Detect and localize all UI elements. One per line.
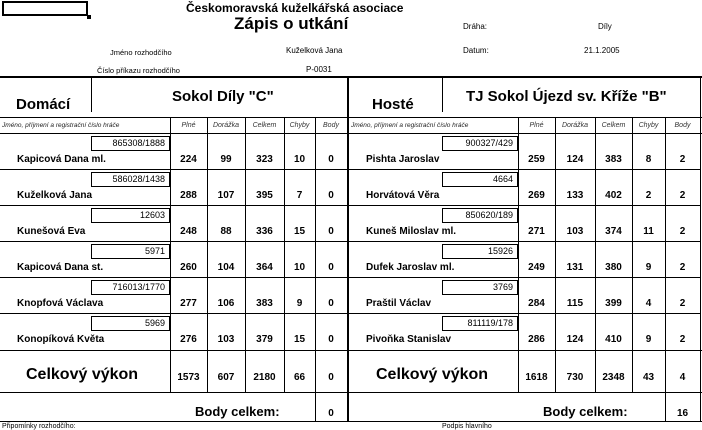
draha-label: Dráha: — [463, 22, 488, 31]
player-name: Kunešová Eva — [17, 226, 86, 237]
prikaz-value: P-0031 — [306, 65, 332, 74]
row-divider — [348, 277, 700, 278]
table-top-border — [0, 76, 702, 78]
row-divider — [0, 277, 347, 278]
player-reg-number: 811119/178 — [442, 316, 518, 331]
player-name: Dufek Jaroslav ml. — [366, 262, 455, 273]
row-divider — [348, 241, 700, 242]
selected-cell[interactable] — [2, 1, 88, 16]
guest-team-name: TJ Sokol Újezd sv. Kříže "B" — [466, 88, 667, 105]
player-plne: 269 — [528, 190, 545, 201]
player-celkem: 323 — [256, 154, 273, 165]
player-name: Knopfová Václava — [17, 298, 104, 309]
player-chyby: 15 — [293, 334, 306, 345]
player-reg-number: 716013/1770 — [91, 280, 170, 295]
prikaz-label: Číslo příkazu rozhodčího — [97, 66, 180, 75]
datum-value: 21.1.2005 — [584, 46, 620, 55]
player-chyby: 10 — [293, 154, 306, 165]
page-title: Zápis o utkání — [234, 14, 349, 33]
guest-col-celkem: Celkem — [601, 122, 626, 129]
player-dorazka: 99 — [220, 154, 232, 165]
row-divider — [0, 205, 347, 206]
player-body: 0 — [328, 334, 334, 345]
player-dorazka: 115 — [566, 298, 584, 309]
player-reg-number: 900327/429 — [442, 136, 518, 151]
center-divider — [347, 76, 349, 422]
rozhodci-label: Jméno rozhodčího — [110, 48, 172, 57]
player-celkem: 336 — [256, 226, 273, 237]
player-body: 0 — [328, 190, 334, 201]
player-name: Kapicová Dana st. — [17, 262, 104, 273]
guest-total-body: 4 — [679, 372, 686, 383]
player-plne: 276 — [180, 334, 197, 345]
player-celkem: 395 — [256, 190, 273, 201]
player-dorazka: 106 — [217, 298, 235, 309]
player-chyby: 8 — [645, 154, 652, 165]
home-total-chyby: 66 — [293, 372, 306, 383]
guest-col-plne: Plné — [529, 122, 544, 129]
guest-col-player: Jméno, příjmení a registrační číslo hráče — [351, 122, 469, 129]
player-plne: 271 — [528, 226, 545, 237]
player-chyby: 15 — [293, 226, 306, 237]
player-body: 2 — [679, 262, 686, 273]
player-dorazka: 103 — [217, 334, 235, 345]
home-team-name: Sokol Díly "C" — [172, 88, 274, 105]
player-plne: 224 — [180, 154, 197, 165]
guest-col-body: Body — [674, 122, 691, 129]
player-plne: 288 — [180, 190, 197, 201]
player-plne: 259 — [528, 154, 545, 165]
player-plne: 286 — [528, 334, 545, 345]
home-col-plne: Plné — [181, 122, 196, 129]
player-reg-number: 4664 — [442, 172, 518, 187]
player-chyby: 9 — [645, 262, 652, 273]
datum-label: Datum: — [463, 46, 489, 55]
player-plne: 277 — [180, 298, 197, 309]
player-body: 2 — [679, 298, 686, 309]
home-total-dorazka: 607 — [217, 372, 235, 383]
guest-body-celkem-label: Body celkem: — [543, 404, 628, 419]
player-plne: 260 — [180, 262, 197, 273]
player-dorazka: 104 — [217, 262, 235, 273]
player-celkem: 383 — [256, 298, 273, 309]
player-reg-number: 865308/1888 — [91, 136, 170, 151]
player-chyby: 4 — [645, 298, 652, 309]
player-dorazka: 131 — [566, 262, 584, 273]
home-col-player: Jméno, příjmení a registrační číslo hráče — [2, 122, 120, 129]
home-col-dorazka: Dorážka — [212, 122, 240, 129]
player-plne: 249 — [528, 262, 545, 273]
player-dorazka: 107 — [217, 190, 235, 201]
player-body: 2 — [679, 154, 686, 165]
player-reg-number: 12603 — [91, 208, 170, 223]
guest-total-dorazka: 730 — [566, 372, 584, 383]
player-plne: 284 — [528, 298, 545, 309]
guest-total-label: Celkový výkon — [376, 366, 489, 383]
player-dorazka: 133 — [566, 190, 584, 201]
player-body: 2 — [679, 226, 686, 237]
player-celkem: 402 — [605, 190, 622, 201]
home-label-divider — [91, 76, 92, 112]
guest-label-divider — [442, 76, 443, 112]
player-reg-number: 5969 — [91, 316, 170, 331]
player-name: Kapicová Dana ml. — [17, 154, 106, 165]
player-celkem: 379 — [256, 334, 273, 345]
player-body: 0 — [328, 154, 334, 165]
player-reg-number: 5971 — [91, 244, 170, 259]
total-bottom — [0, 392, 702, 393]
row-divider — [348, 205, 700, 206]
player-body: 0 — [328, 226, 334, 237]
org-name: Českomoravská kuželkářská asociace — [186, 1, 404, 15]
player-name: Praštil Václav — [366, 298, 432, 309]
draha-value: Díly — [598, 22, 612, 31]
podpis-label: Podpis hlavního — [442, 423, 492, 430]
player-celkem: 410 — [605, 334, 622, 345]
pripominky-label: Připomínky rozhodčího: — [2, 423, 76, 430]
player-body: 0 — [328, 298, 334, 309]
player-reg-number: 3769 — [442, 280, 518, 295]
player-reg-number: 15926 — [442, 244, 518, 259]
player-celkem: 399 — [605, 298, 622, 309]
player-dorazka: 124 — [566, 334, 584, 345]
rozhodci-value: Kuželková Jana — [286, 46, 343, 55]
home-total-celkem: 2180 — [253, 372, 276, 383]
player-body: 2 — [679, 190, 686, 201]
player-chyby: 10 — [293, 262, 306, 273]
header-divider — [0, 117, 702, 118]
guest-total-chyby: 43 — [642, 372, 655, 383]
guest-col-chyby: Chyby — [638, 122, 659, 129]
player-chyby: 7 — [296, 190, 303, 201]
home-body-celkem-value: 0 — [328, 408, 334, 419]
guest-total-celkem: 2348 — [602, 372, 625, 383]
home-total-body: 0 — [328, 372, 334, 383]
player-dorazka: 124 — [566, 154, 584, 165]
player-celkem: 374 — [605, 226, 622, 237]
player-celkem: 380 — [605, 262, 622, 273]
right-border — [700, 76, 701, 422]
home-total-label: Celkový výkon — [26, 366, 139, 383]
row-divider — [348, 313, 700, 314]
player-name: Kuželková Jana — [17, 190, 93, 201]
guest-body-celkem-value: 16 — [676, 408, 689, 419]
player-chyby: 9 — [296, 298, 303, 309]
total-divider — [0, 350, 702, 351]
row-divider — [0, 241, 347, 242]
player-plne: 248 — [180, 226, 197, 237]
guest-col-dorazka: Dorážka — [561, 122, 589, 129]
player-chyby: 11 — [643, 226, 654, 237]
player-chyby: 2 — [645, 190, 652, 201]
guest-label: Hosté — [372, 96, 414, 113]
home-col-celkem: Celkem — [252, 122, 277, 129]
player-celkem: 364 — [256, 262, 273, 273]
home-body-celkem-label: Body celkem: — [195, 404, 280, 419]
player-body: 0 — [328, 262, 334, 273]
row-divider — [348, 169, 700, 170]
player-celkem: 383 — [605, 154, 622, 165]
colhead-divider — [0, 133, 702, 134]
home-col-body: Body — [323, 122, 339, 129]
player-dorazka: 88 — [220, 226, 232, 237]
home-col-chyby: Chyby — [289, 122, 310, 129]
guest-total-plne: 1618 — [525, 372, 548, 383]
player-name: Pishta Jaroslav — [366, 154, 440, 165]
player-chyby: 9 — [645, 334, 652, 345]
player-reg-number: 850620/189 — [442, 208, 518, 223]
row-divider — [0, 169, 347, 170]
row-divider — [0, 313, 347, 314]
player-name: Konopíková Květa — [17, 334, 105, 345]
player-body: 2 — [679, 334, 686, 345]
table-bottom — [0, 421, 702, 422]
player-name: Kuneš Miloslav ml. — [366, 226, 457, 237]
player-reg-number: 586028/1438 — [91, 172, 170, 187]
home-total-plne: 1573 — [177, 372, 200, 383]
player-name: Horvátová Věra — [366, 190, 440, 201]
player-dorazka: 103 — [566, 226, 584, 237]
player-name: Pivoňka Stanislav — [366, 334, 452, 345]
home-label: Domácí — [16, 96, 71, 113]
